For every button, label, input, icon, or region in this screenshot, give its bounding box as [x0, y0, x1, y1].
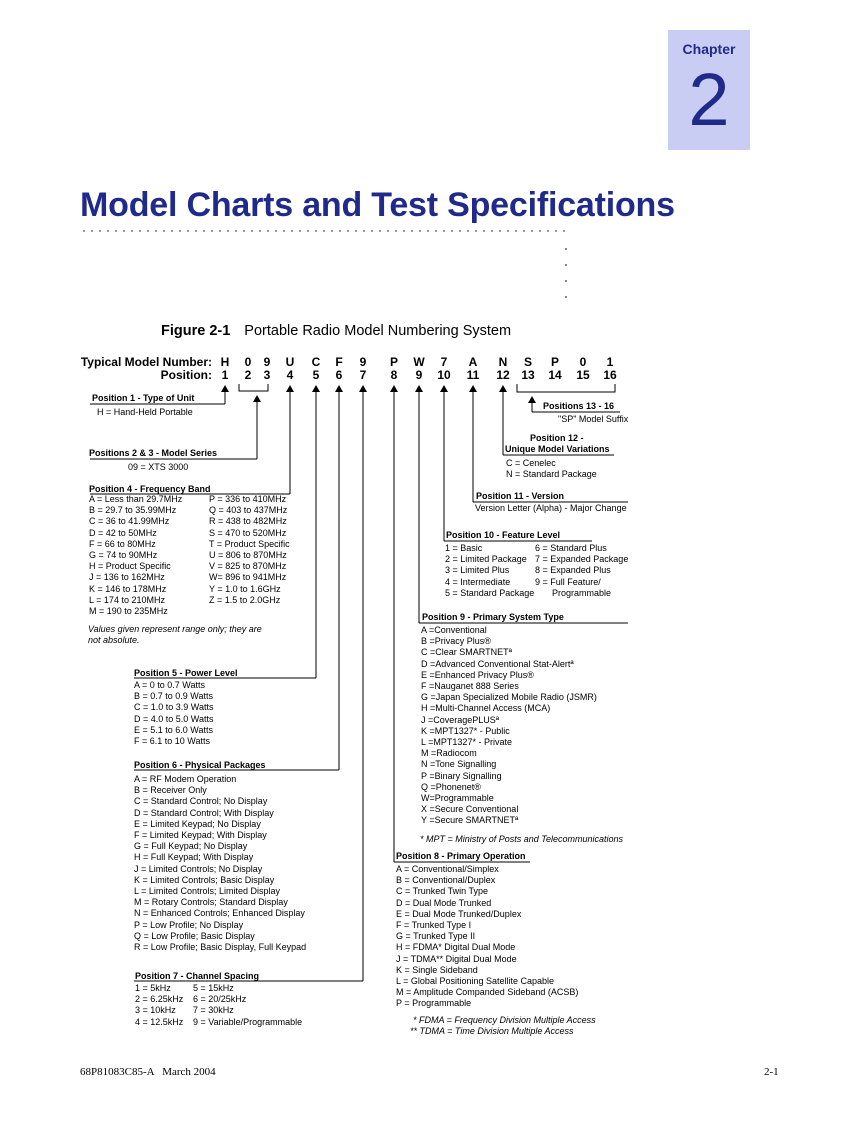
pos7-item: 4 = 12.5kHz: [135, 1016, 184, 1027]
pos4-item: D = 42 to 50MHz: [89, 527, 157, 538]
position-number: 14: [548, 368, 562, 382]
pos10-item: 6 = Standard Plus: [535, 543, 607, 553]
pos4-item: G = 74 to 90MHz: [89, 550, 158, 561]
pos4-item: A = Less than 29.7MHz: [89, 494, 183, 504]
pos5-list: [134, 680, 213, 747]
pos10-item: Programmable: [552, 587, 612, 598]
pos8-item: G = Trunked Type II: [396, 931, 476, 942]
page-number: 2-1: [764, 1066, 779, 1078]
position-number: 9: [415, 368, 423, 382]
position-label: Position:: [160, 368, 212, 382]
pos7-item: 2 = 6.25kHz: [135, 994, 184, 1005]
pos8-notes: [410, 1015, 596, 1036]
pos23-list: [128, 462, 188, 473]
pos9-item: H =Multi-Channel Access (MCA): [421, 703, 551, 714]
footer-doc-id: 68P81083C85-A March 2004: [80, 1066, 216, 1078]
model-char: 0: [579, 355, 587, 369]
pos8-item: H = FDMA* Digital Dual Mode: [396, 942, 516, 953]
pos4-item: W= 896 to 941MHz: [209, 572, 287, 583]
pos11-list: [475, 503, 627, 514]
typical-model-label: Typical Model Number:: [80, 355, 212, 369]
pos6-item: H = Full Keypad; With Display: [134, 852, 254, 863]
pos7-item: 1 = 5kHz: [135, 983, 171, 993]
pos7-title: Position 7 - Channel Spacing: [135, 971, 260, 981]
pos7-item: 7 = 30kHz: [193, 1005, 234, 1016]
position-number: 10: [437, 368, 451, 382]
pos8-note-line: ** TDMA = Time Division Multiple Access: [410, 1025, 574, 1036]
pos12-subtitle: Unique Model Variations: [505, 444, 610, 454]
model-char: 1: [606, 355, 614, 369]
model-char: F: [335, 355, 343, 369]
pos5-item: E = 5.1 to 6.0 Watts: [134, 724, 213, 735]
pos5-item: C = 1.0 to 3.9 Watts: [134, 702, 214, 713]
pos8-item: J = TDMA** Digital Dual Mode: [396, 953, 517, 964]
pos10-item: 2 = Limited Package: [445, 554, 527, 565]
pos4-item: F = 66 to 80MHz: [89, 538, 156, 549]
pos6-title: Position 6 - Physical Packages: [134, 760, 266, 770]
position-number: 15: [576, 368, 590, 382]
pos6-item: R = Low Profile; Basic Display, Full Keypad: [134, 942, 307, 953]
pos4-title: Position 4 - Frequency Band: [89, 484, 211, 494]
pos9-item: E =Enhanced Privacy Plus®: [421, 669, 534, 680]
pos1316-line: "SP" Model Suffix: [558, 414, 629, 424]
pos8-list: [396, 864, 578, 1010]
pos4-item: S = 470 to 520MHz: [209, 527, 287, 538]
pos23-line: 09 = XTS 3000: [128, 462, 189, 472]
pos6-item: G = Full Keypad; No Display: [134, 841, 248, 852]
pos9-item: C =Clear SMARTNETª: [421, 647, 512, 658]
position-number: 13: [521, 368, 535, 382]
pos6-item: K = Limited Controls; Basic Display: [134, 874, 275, 885]
model-char: C: [311, 355, 321, 369]
pos4-item: K = 146 to 178MHz: [89, 583, 167, 594]
model-char: N: [498, 355, 508, 369]
pos9-list: [421, 625, 597, 827]
pos9-item: W=Programmable: [421, 793, 494, 804]
pos4-right-list: [209, 494, 290, 606]
pos5-item: A = 0 to 0.7 Watts: [134, 680, 205, 690]
position-number: 11: [466, 368, 480, 382]
pos4-item: T = Product Specific: [209, 538, 290, 549]
pos4-item: H = Product Specific: [89, 561, 171, 572]
pos11-line: Version Letter (Alpha) - Major Change: [475, 503, 627, 513]
pos4-item: Z = 1.5 to 2.0GHz: [209, 594, 281, 605]
pos8-item: F = Trunked Type I: [396, 920, 472, 931]
pos8-item: B = Conventional/Duplex: [396, 875, 496, 886]
pos8-title: Position 8 - Primary Operation: [396, 851, 526, 861]
pos9-item: Q =Phonenet®: [421, 781, 481, 792]
pos8-item: K = Single Sideband: [396, 964, 478, 975]
pos8-note-line: * FDMA = Frequency Division Multiple Access: [413, 1015, 596, 1025]
model-char: P: [550, 355, 559, 369]
pos6-item: N = Enhanced Controls; Enhanced Display: [134, 908, 305, 919]
pos9-note: * MPT = Ministry of Posts and Telecommunications: [420, 834, 623, 844]
pos4-item: Y = 1.0 to 1.6GHz: [209, 583, 281, 594]
figure-caption-text: Portable Radio Model Numbering System: [244, 323, 512, 339]
position-number: 7: [359, 368, 367, 382]
pos8-item: E = Dual Mode Trunked/Duplex: [396, 908, 522, 919]
model-char: U: [285, 355, 295, 369]
pos12-item: N = Standard Package: [506, 469, 597, 480]
pos10-left-list: [445, 543, 534, 599]
pos10-title: Position 10 - Feature Level: [446, 530, 561, 540]
model-char: 7: [440, 355, 448, 369]
pos9-item: N =Tone Signalling: [421, 759, 497, 770]
pos7-item: 3 = 10kHz: [135, 1005, 176, 1016]
figure-number: Figure 2-1: [161, 323, 231, 339]
position-number: 3: [263, 368, 271, 382]
pos8-item: C = Trunked Twin Type: [396, 886, 488, 897]
pos4-item: R = 438 to 482MHz: [209, 516, 287, 527]
pos6-item: P = Low Profile; No Display: [134, 919, 244, 930]
pos9-item: L =MPT1327* - Private: [421, 737, 512, 748]
pos10-item: 9 = Full Feature/: [535, 576, 601, 587]
pos4-note-line: Values given represent range only; they are: [88, 624, 262, 634]
pos6-item: M = Rotary Controls; Standard Display: [134, 897, 288, 908]
pos10-item: 3 = Limited Plus: [445, 565, 510, 576]
pos4-item: L = 174 to 210MHz: [89, 594, 165, 605]
pos6-item: B = Receiver Only: [134, 785, 207, 796]
pos8-item: P = Programmable: [396, 998, 472, 1009]
model-char: P: [389, 355, 398, 369]
pos23-title: Positions 2 & 3 - Model Series: [89, 448, 218, 458]
model-char: S: [523, 355, 532, 369]
pos9-item: X =Secure Conventional: [421, 804, 519, 815]
pos9-item: M =Radiocom: [421, 748, 477, 759]
pos10-item: 5 = Standard Package: [445, 587, 535, 598]
position-number: 2: [244, 368, 252, 382]
pos5-title: Position 5 - Power Level: [134, 668, 238, 678]
pos10-item: 1 = Basic: [445, 543, 483, 553]
pos5-item: B = 0.7 to 0.9 Watts: [134, 691, 213, 702]
pos1-list: [97, 407, 193, 418]
pos9-title: Position 9 - Primary System Type: [422, 612, 564, 622]
position-number: 4: [286, 368, 294, 382]
pos6-item: E = Limited Keypad; No Display: [134, 818, 261, 829]
pos6-item: L = Limited Controls; Limited Display: [134, 886, 280, 897]
pos6-item: A = RF Modem Operation: [134, 774, 237, 784]
pos1-line: H = Hand-Held Portable: [97, 407, 193, 417]
pos4-item: B = 29.7 to 35.99MHz: [89, 505, 177, 516]
pos4-note-line: not absolute.: [88, 634, 140, 645]
pos1316-title: Positions 13 - 16: [543, 401, 615, 411]
pos9-item: K =MPT1327* - Public: [421, 725, 510, 736]
pos9-item: Y =Secure SMARTNETª: [421, 815, 519, 826]
page-title: Model Charts and Test Specifications: [80, 186, 675, 224]
pos7-item: 6 = 20/25kHz: [193, 994, 247, 1005]
pos8-item: L = Global Positioning Satellite Capable: [396, 976, 555, 987]
pos7-left-list: [135, 983, 183, 1028]
pos7-item: 5 = 15kHz: [193, 983, 234, 993]
pos5-item: D = 4.0 to 5.0 Watts: [134, 713, 214, 724]
pos4-item: M = 190 to 235MHz: [89, 606, 168, 617]
pos1316-list: [558, 414, 628, 425]
position-number: 6: [335, 368, 343, 382]
pos9-item: P =Binary Signalling: [421, 770, 502, 781]
pos6-item: F = Limited Keypad; With Display: [134, 830, 267, 841]
pos4-note: [88, 624, 262, 645]
pos1-title: Position 1 - Type of Unit: [92, 393, 195, 403]
pos10-item: 4 = Intermediate: [445, 576, 511, 587]
pos7-item: 9 = Variable/Programmable: [193, 1016, 303, 1027]
chapter-number: 2: [688, 58, 730, 141]
pos9-item: B =Privacy Plus®: [421, 636, 491, 647]
pos10-item: 8 = Expanded Plus: [535, 565, 611, 576]
model-char: W: [413, 355, 425, 369]
pos6-item: C = Standard Control; No Display: [134, 796, 268, 807]
position-number: 16: [603, 368, 617, 382]
pos10-item: 7 = Expanded Package: [535, 554, 629, 565]
pos4-item: C = 36 to 41.99MHz: [89, 516, 170, 527]
pos9-item: G =Japan Specialized Mobile Radio (JSMR): [421, 692, 597, 703]
pos5-item: F = 6.1 to 10 Watts: [134, 736, 210, 747]
pos9-item: F =Nauganet 888 Series: [421, 681, 519, 692]
position-number: 8: [390, 368, 398, 382]
pos7-right-list: [193, 983, 302, 1028]
pos12-item: C = Cenelec: [506, 458, 556, 468]
pos8-item: D = Dual Mode Trunked: [396, 897, 492, 908]
pos6-item: J = Limited Controls; No Display: [134, 863, 263, 874]
model-char: 9: [263, 355, 271, 369]
pos12-list: [506, 458, 597, 480]
position-number: 12: [496, 368, 510, 382]
pos4-left-list: [89, 494, 182, 617]
pos8-item: M = Amplitude Companded Sideband (ACSB): [396, 987, 579, 998]
model-char: 0: [244, 355, 252, 369]
model-char: 9: [359, 355, 367, 369]
pos6-list: [134, 774, 306, 953]
chapter-label: Chapter: [682, 41, 736, 57]
pos4-item: Q = 403 to 437MHz: [209, 505, 288, 516]
pos9-item: D =Advanced Conventional Stat-Alertª: [421, 658, 574, 669]
pos11-title: Position 11 - Version: [476, 491, 565, 501]
pos4-item: P = 336 to 410MHz: [209, 494, 287, 504]
pos6-item: Q = Low Profile; Basic Display: [134, 930, 255, 941]
pos4-item: J = 136 to 162MHz: [89, 572, 165, 583]
pos9-item: J =CoveragePLUSª: [421, 714, 500, 725]
pos4-item: U = 806 to 870MHz: [209, 550, 287, 561]
pos12-title: Position 12 -: [530, 433, 584, 443]
pos9-item: A =Conventional: [421, 625, 487, 635]
position-number: 1: [221, 368, 229, 382]
pos4-item: V = 825 to 870MHz: [209, 561, 287, 572]
position-number: 5: [312, 368, 320, 382]
model-char: H: [220, 355, 230, 369]
pos6-item: D = Standard Control; With Display: [134, 807, 274, 818]
pos10-right-list: [535, 543, 628, 599]
pos8-item: A = Conventional/Simplex: [396, 864, 499, 874]
model-char: A: [468, 355, 478, 369]
